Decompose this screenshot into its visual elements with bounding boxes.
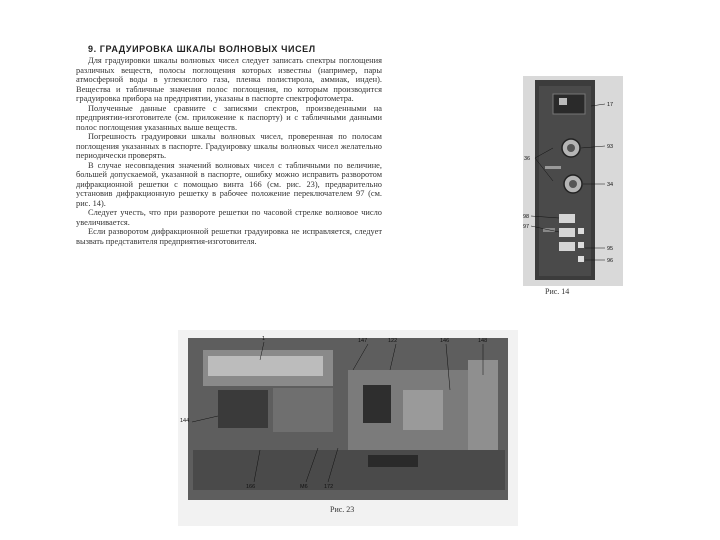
label-1: 1 xyxy=(262,336,266,342)
paragraph: Полученные данные сравните с записями спектров, произведенными на предприятии-изготовителе (см. приложение к паспорту) и с табличными данными полос поглощения указанных выше веществ. xyxy=(76,103,382,132)
body-text xyxy=(76,56,382,246)
label-96: 96 xyxy=(607,258,614,264)
control-panel-photo xyxy=(523,76,623,286)
label-172: 172 xyxy=(324,484,334,490)
paragraph: Следует учесть, что при развороте решетки по часовой стрелке волновое число увеличивается. xyxy=(76,208,382,227)
paragraph: В случае несовпадения значений волновых чисел с табличными по величине, большей допускаемой, указанной в паспорте, ошибку можно исправить разворотом дифракционной решетки с помощью винта 166 (см. рис. 23), предварительно установив дифракционную решетку в рабочее положение переключателем 97 (см. рис. 14). xyxy=(76,160,382,208)
label-148: 148 xyxy=(478,338,488,344)
label-166: 166 xyxy=(246,484,256,490)
label-m6: M6 xyxy=(300,484,308,490)
label-146: 146 xyxy=(440,338,450,344)
label-122: 122 xyxy=(388,338,398,344)
paragraph: Погрешность градуировки шкалы волновых чисел, проверенная по полосам поглощения указанных в паспорте. Градуировку шкалы волновых чисел желательно периодически проверять. xyxy=(76,132,382,160)
figure-14-caption: Рис. 14 xyxy=(545,287,570,296)
label-34: 34 xyxy=(607,182,614,188)
label-98: 98 xyxy=(523,214,530,220)
instrument-photo xyxy=(178,330,518,526)
figure-23-caption: Рис. 23 xyxy=(330,505,355,514)
paragraph: Для градуировки шкалы волновых чисел следует записать спектры поглощения различных веществ, полосы поглощения которых известны (например, пары атмосферной воды в углекислого газа, пленка полистирола, аммиак, инден). Вещества и табличные значения полос поглощения, по которым производится градуировка прибора на предприятии, указаны в паспорте спектрофотометра. xyxy=(76,56,382,103)
label-36: 36 xyxy=(524,156,531,162)
label-93: 93 xyxy=(607,144,614,150)
label-147: 147 xyxy=(358,338,368,344)
label-95: 95 xyxy=(607,246,614,252)
section-heading: 9. ГРАДУИРОВКА ШКАЛЫ ВОЛНОВЫХ ЧИСЕЛ xyxy=(88,44,316,54)
label-17: 17 xyxy=(607,102,614,108)
paragraph: Если разворотом дифракционной решетки градуировка не исправляется, следует вызвать представителя предприятия-изготовителя. xyxy=(76,227,382,246)
label-97: 97 xyxy=(523,224,530,230)
label-144: 144 xyxy=(180,418,190,424)
